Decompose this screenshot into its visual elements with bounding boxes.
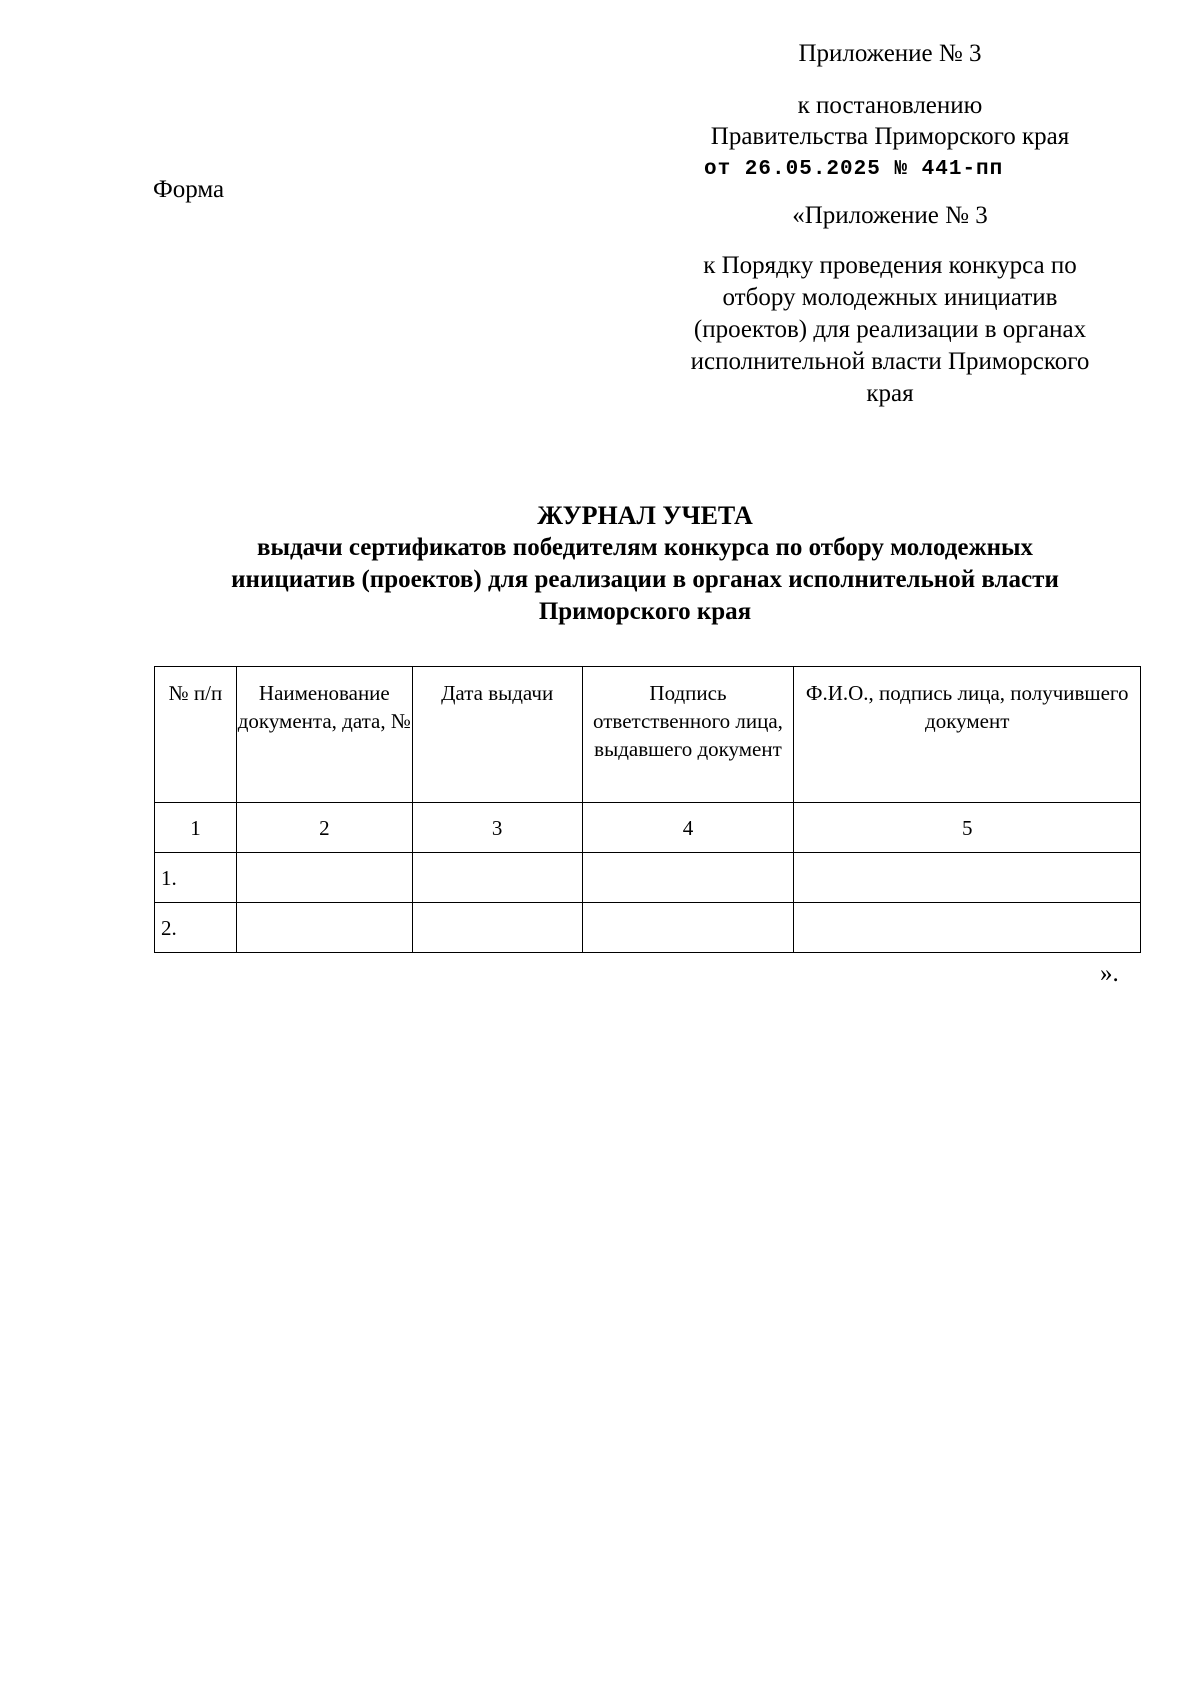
table-cell <box>236 903 412 953</box>
column-number-cell: 3 <box>412 803 582 853</box>
column-number-cell: 4 <box>582 803 794 853</box>
government-name: Правительства Приморского края <box>710 123 1070 150</box>
row-number-cell: 2. <box>155 903 237 953</box>
table-row <box>155 853 1141 903</box>
table-cell <box>582 903 794 953</box>
column-number-cell: 2 <box>236 803 412 853</box>
header-cell-number: № п/п <box>155 667 237 803</box>
header-cell-issuer-signature: Подпись ответственного лица, выдавшего документ <box>582 667 794 803</box>
table-cell <box>582 853 794 903</box>
journal-table <box>154 666 1141 953</box>
inner-appendix-line: исполнительной власти Приморского <box>690 348 1090 375</box>
column-number-cell: 1 <box>155 803 237 853</box>
appendix-label: Приложение № 3 <box>798 40 982 67</box>
inner-appendix-line: отбору молодежных инициатив <box>722 284 1058 311</box>
column-number-row <box>155 803 1141 853</box>
table-row <box>155 903 1141 953</box>
header-cell-document-name: Наименование документа, дата, № <box>236 667 412 803</box>
table-cell <box>794 853 1141 903</box>
closing-quote: ». <box>1100 960 1119 987</box>
inner-appendix-text <box>640 250 1140 410</box>
inner-appendix-line: (проектов) для реализации в органах <box>693 316 1087 343</box>
title-line: инициатив (проектов) для реализации в органах исполнительной власти <box>231 566 1059 593</box>
table-header-row <box>155 667 1141 803</box>
decree-number: от 26.05.2025 № 441-пп <box>704 158 1004 181</box>
table-cell <box>412 853 582 903</box>
title-main: ЖУРНАЛ УЧЕТА <box>537 501 753 530</box>
row-number-cell: 1. <box>155 853 237 903</box>
table-cell <box>236 853 412 903</box>
header-cell-issue-date: Дата выдачи <box>412 667 582 803</box>
title-line: выдачи сертификатов победителям конкурса по отбору молодежных <box>256 534 1034 561</box>
table-cell <box>794 903 1141 953</box>
resolution-reference: к постановлению <box>797 92 983 119</box>
inner-appendix-label: «Приложение № 3 <box>792 202 988 229</box>
inner-appendix-line: к Порядку проведения конкурса по <box>703 252 1077 279</box>
table-cell <box>412 903 582 953</box>
document-title <box>150 500 1140 628</box>
inner-appendix-line: края <box>866 380 914 407</box>
title-line: Приморского края <box>538 598 752 625</box>
column-number-cell: 5 <box>794 803 1141 853</box>
header-cell-recipient-signature: Ф.И.О., подпись лица, получившего документ <box>794 667 1141 803</box>
form-label: Форма <box>153 176 225 203</box>
